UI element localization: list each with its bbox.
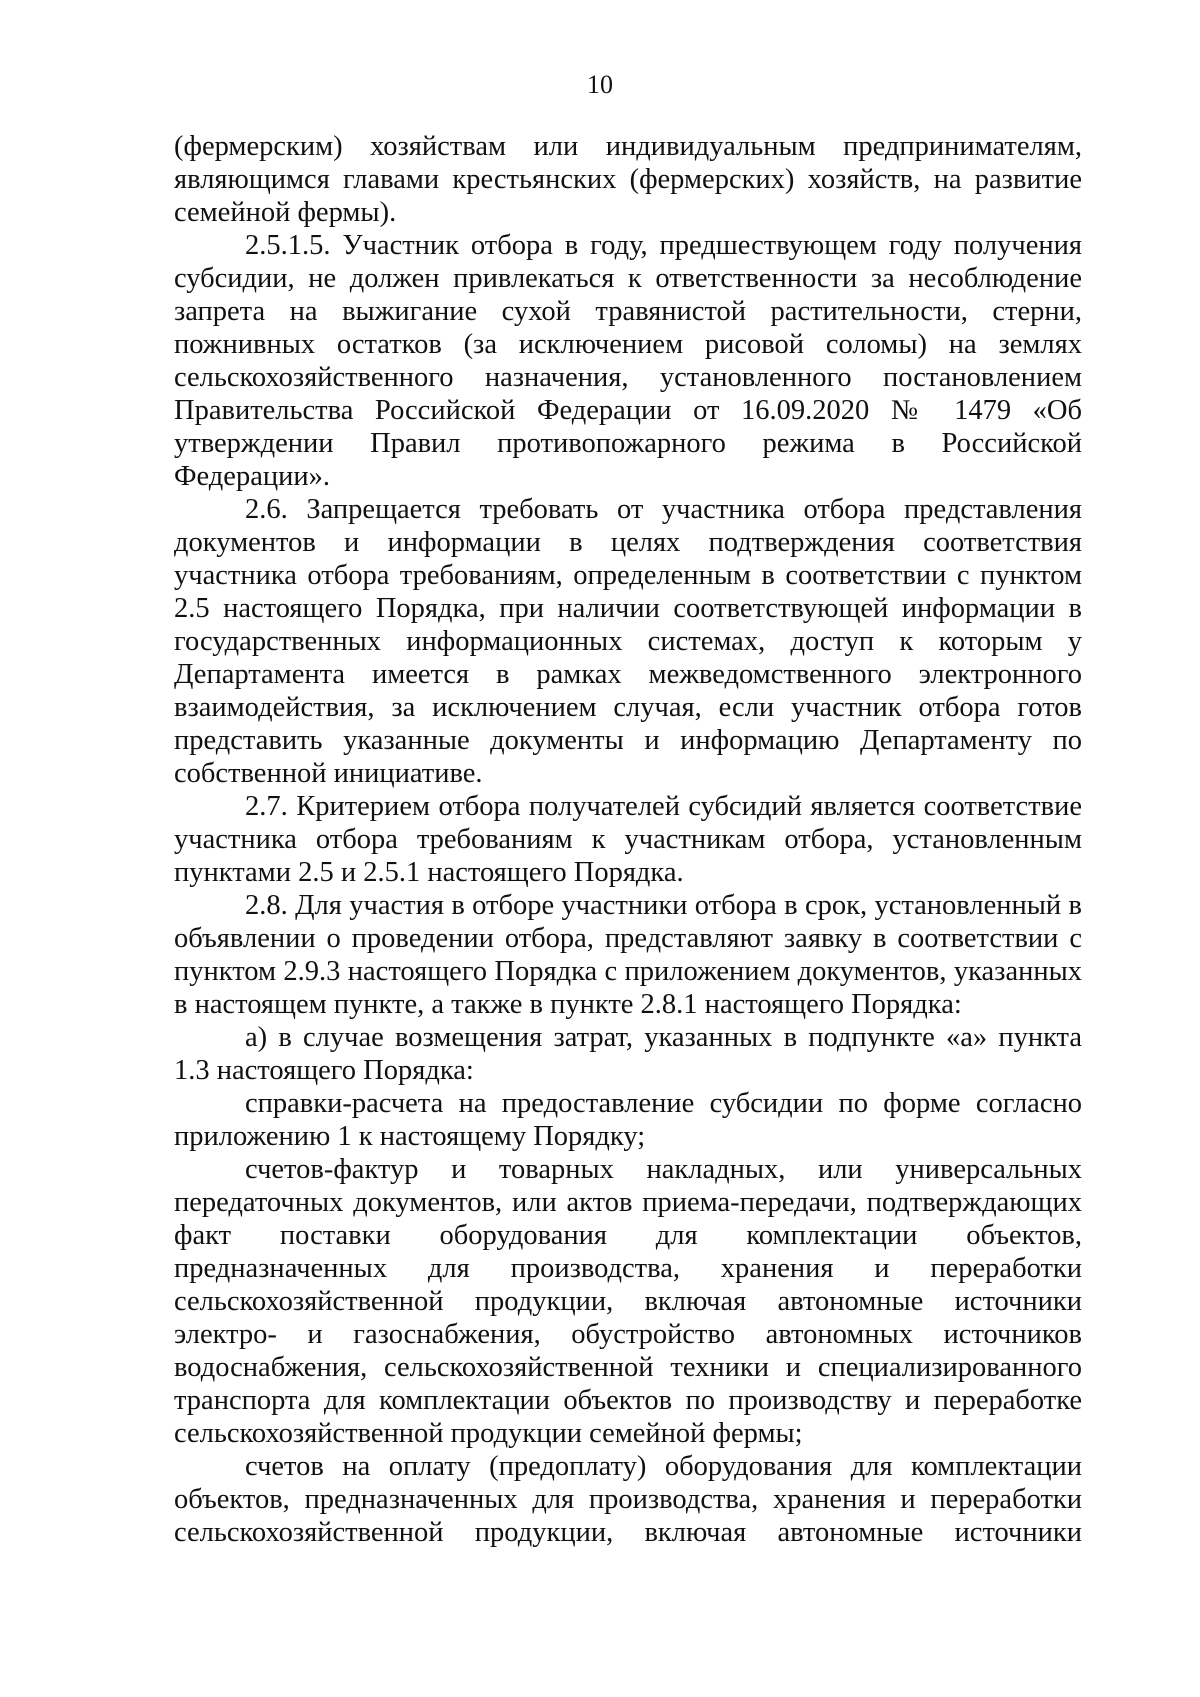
paragraph-payment-accounts: счетов на оплату (предоплату) оборудования для комплектации объектов, предназначенных для производства, хранения и переработки сельскохозяйственной продукции, включая автономные источники <box>174 1451 1082 1548</box>
page-number: 10 <box>587 70 613 99</box>
document-body <box>174 130 1082 1549</box>
paragraph-2-7: 2.7. Критерием отбора получателей субсидий является соответствие участника отбора требованиям к участникам отбора, установленным пунктами 2.5 и 2.5.1 настоящего Порядка. <box>174 791 1082 888</box>
paragraph-invoices: счетов-фактур и товарных накладных, или универсальных передаточных документов, или актов приема-передачи, подтверждающих факт поставки оборудования для комплектации объектов, предназначенных для производства, хранения и переработки сельскохозяйственной продукции, включая автономные источники электро- и газоснабжения, обустройство автономных источников водоснабжения, сельскохозяйственной техники и специализированного транспорта для комплектации объектов по производству и переработке сельскохозяйственной продукции семейной фермы; <box>174 1154 1082 1449</box>
paragraph-subitem-a: а) в случае возмещения затрат, указанных в подпункте «а» пункта 1.3 настоящего Порядка: <box>174 1022 1082 1086</box>
paragraph-2-8: 2.8. Для участия в отборе участники отбора в срок, установленный в объявлении о проведении отбора, представляют заявку в соответствии с пунктом 2.9.3 настоящего Порядка с приложением документов, указанных в настоящем пункте, а также в пункте 2.8.1 настоящего Порядка: <box>174 890 1082 1020</box>
paragraph-calculation-certificate: справки-расчета на предоставление субсидии по форме согласно приложению 1 к настоящему Порядку; <box>174 1088 1082 1152</box>
paragraph-continuation: (фермерским) хозяйствам или индивидуальным предпринимателям, являющимся главами крестьянских (фермерских) хозяйств, на развитие семейной фермы). <box>174 131 1082 228</box>
paragraph-2-5-1-5: 2.5.1.5. Участник отбора в году, предшествующем году получения субсидии, не должен привлекаться к ответственности за несоблюдение запрета на выжигание сухой травянистой растительности, стерни, пожнивных остатков (за исключением рисовой соломы) на землях сельскохозяйственного назначения, установленного постановлением Правительства Российской Федерации от 16.09.2020 № 1479 «Об утверждении Правил противопожарного режима в Российской Федерации». <box>174 230 1082 492</box>
paragraph-2-6: 2.6. Запрещается требовать от участника отбора представления документов и информации в целях подтверждения соответствия участника отбора требованиям, определенным в соответствии с пунктом 2.5 настоящего Порядка, при наличии соответствующей информации в государственных информационных системах, доступ к которым у Департамента имеется в рамках межведомственного электронного взаимодействия, за исключением случая, если участник отбора готов представить указанные документы и информацию Департаменту по собственной инициативе. <box>174 494 1082 789</box>
